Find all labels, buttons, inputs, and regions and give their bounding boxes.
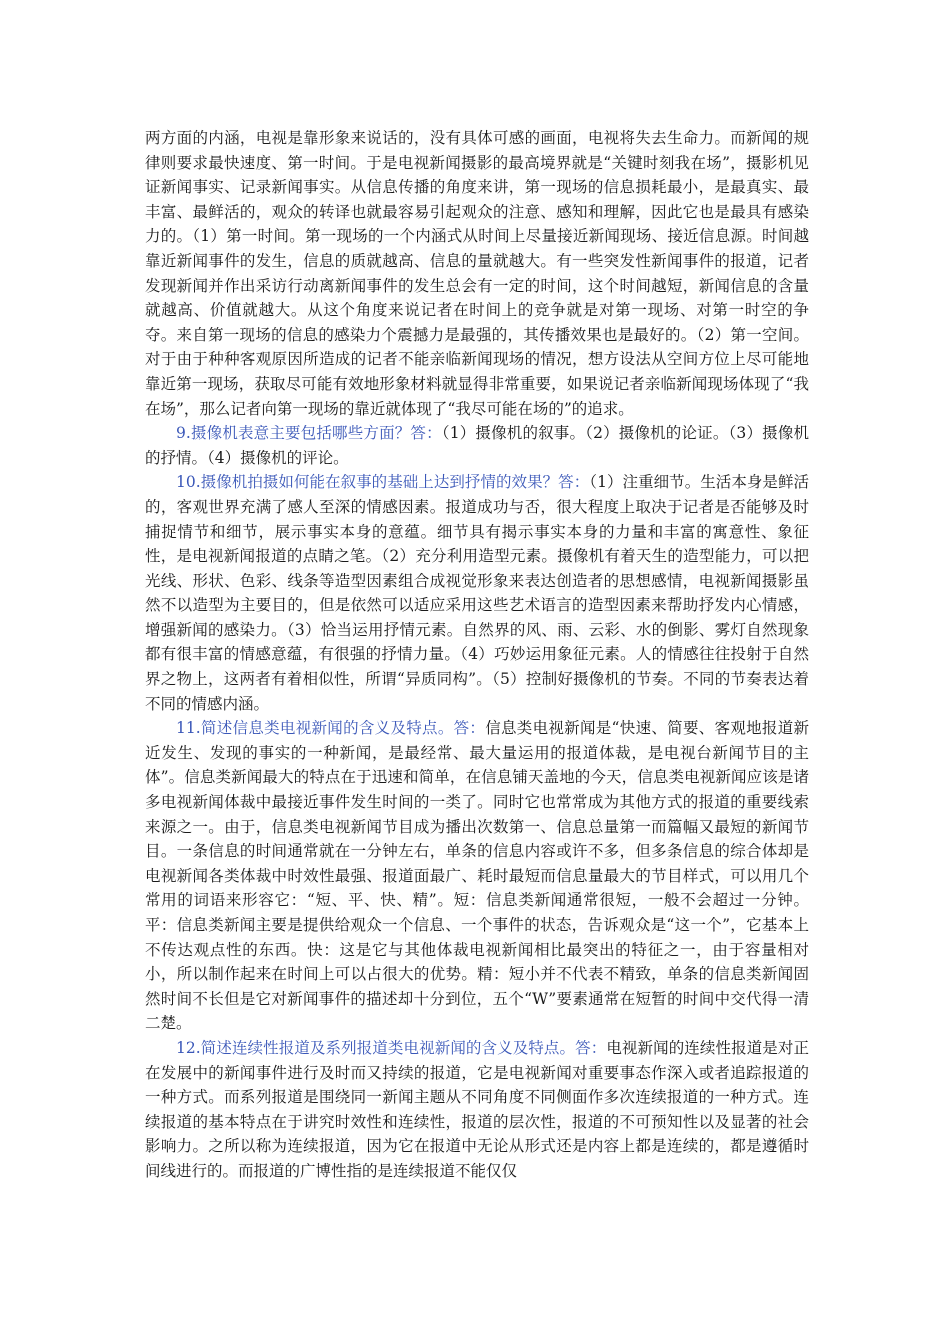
paragraph-continuation <box>145 126 809 421</box>
question-heading: 9.摄像机表意主要包括哪些方面？答： <box>176 424 442 443</box>
paragraph-q9 <box>145 421 809 470</box>
document-page <box>145 126 809 1184</box>
answer-text: 电视新闻的连续性报道是对正在发展中的新闻事件进行及时而又持续的报道，它是电视新闻对重要事态作深入或者追踪报道的一种方式。而系列报道是围绕同一新闻主题从不同角度不同侧面作多次连续报道的一种方式。连续报道的基本特点在于讲究时效性和连续性，报道的层次性，报道的不可预知性以及显著的社会影响力。之所以称为连续报道，因为它在报道中无论从形式还是内容上都是连续的，都是遵循时间线进行的。而报道的广博性指的是连续报道不能仅仅 <box>145 1038 809 1180</box>
answer-text: 信息类电视新闻是“快速、简要、客观地报道新近发生、发现的事实的一种新闻，是最经常、最大量运用的报道体裁，是电视台新闻节目的主体”。信息类新闻最大的特点在于迅速和简单，在信息铺天盖地的今天，信息类电视新闻应该是诸多电视新闻体裁中最接近事件发生时间的一类了。同时它也常常成为其他方式的报道的重要线索来源之一。由于，信息类电视新闻节目成为播出次数第一、信息总量第一而篇幅又最短的新闻节目。一条信息的时间通常就在一分钟左右，单条的信息内容或许不多，但多条信息的综合体却是电视新闻各类体裁中时效性最强、报道面最广、耗时最短而信息量最大的节目样式，可以用几个常用的词语来形容它：“短、平、快、精”。短：信息类新闻通常很短，一般不会超过一分钟。平：信息类新闻主要是提供给观众一个信息、一个事件的状态，告诉观众是“这一个”，它基本上不传达观点性的东西。快：这是它与其他体裁电视新闻相比最突出的特征之一，由于容量相对小，所以制作起来在时间上可以占很大的优势。精：短小并不代表不精致，单条的信息类新闻固然时间不长但是它对新闻事件的描述却十分到位，五个“W”要素通常在短暂的时间中交代得一清二楚。 <box>145 719 809 1033</box>
paragraph-q11 <box>145 716 809 1036</box>
answer-text: （1）注重细节。生活本身是鲜活的，客观世界充满了感人至深的情感因素。报道成功与否，很大程度上取决于记者是否能够及时捕捉情节和细节，展示事实本身的意蕴。细节具有揭示事实本身的力量和丰富的寓意性、象征性，是电视新闻报道的点睛之笔。（2）充分利用造型元素。摄像机有着天生的造型能力，可以把光线、形状、色彩、线条等造型因素组合成视觉形象来表达创造者的思想感情，电视新闻摄影虽然不以造型为主要目的，但是依然可以适应采用这些艺术语言的造型因素来帮助抒发内心情感，增强新闻的感染力。（3）恰当运用抒情元素。自然界的风、雨、云彩、水的倒影、雾灯自然现象都有很丰富的情感意蕴，有很强的抒情力量。（4）巧妙运用象征元素。人的情感往往投射于自然界之物上，这两者有着相似性，所谓“异质同构”。（5）控制好摄像机的节奏。不同的节奏表达着不同的情感内涵。 <box>145 473 809 713</box>
paragraph-q10 <box>145 470 809 716</box>
paragraph-text: 两方面的内涵，电视是靠形象来说话的，没有具体可感的画面，电视将失去生命力。而新闻的规律则要求最快速度、第一时间。于是电视新闻摄影的最高境界就是“关键时刻我在场”，摄影机见证新闻事实、记录新闻事实。从信息传播的角度来讲，第一现场的信息损耗最小，是最真实、最丰富、最鲜活的，观众的转译也就最容易引起观众的注意、感知和理解，因此它也是最具有感染力的。（1）第一时间。第一现场的一个内涵式从时间上尽量接近新闻现场、接近信息源。时间越靠近新闻事件的发生，信息的质就越高、信息的量就越大。有一些突发性新闻事件的报道，记者发现新闻并作出采访行动离新闻事件的发生总会有一定的时间，这个时间越短，新闻信息的含量就越高、价值就越大。从这个角度来说记者在时间上的竞争就是对第一现场、对第一时空的争夺。来自第一现场的信息的感染力个震撼力是最强的，其传播效果也是最好的。（2）第一空间。对于由于种种客观原因所造成的记者不能亲临新闻现场的情况，想方设法从空间方位上尽可能地靠近第一现场，获取尽可能有效地形象材料就显得非常重要，如果说记者亲临新闻现场体现了“我在场”，那么记者向第一现场的靠近就体现了“我尽可能在场的”的追求。 <box>145 129 809 418</box>
paragraph-q12 <box>145 1036 809 1184</box>
question-heading: 12.简述连续性报道及系列报道类电视新闻的含义及特点。答： <box>176 1038 607 1057</box>
answer-text: （1）摄像机的叙事。（2）摄像机的论证。（3）摄像机的抒情。（4）摄像机的评论。 <box>145 424 809 467</box>
question-heading: 10.摄像机拍摄如何能在叙事的基础上达到抒情的效果？答： <box>176 473 590 492</box>
question-heading: 11.简述信息类电视新闻的含义及特点。答： <box>176 719 486 738</box>
